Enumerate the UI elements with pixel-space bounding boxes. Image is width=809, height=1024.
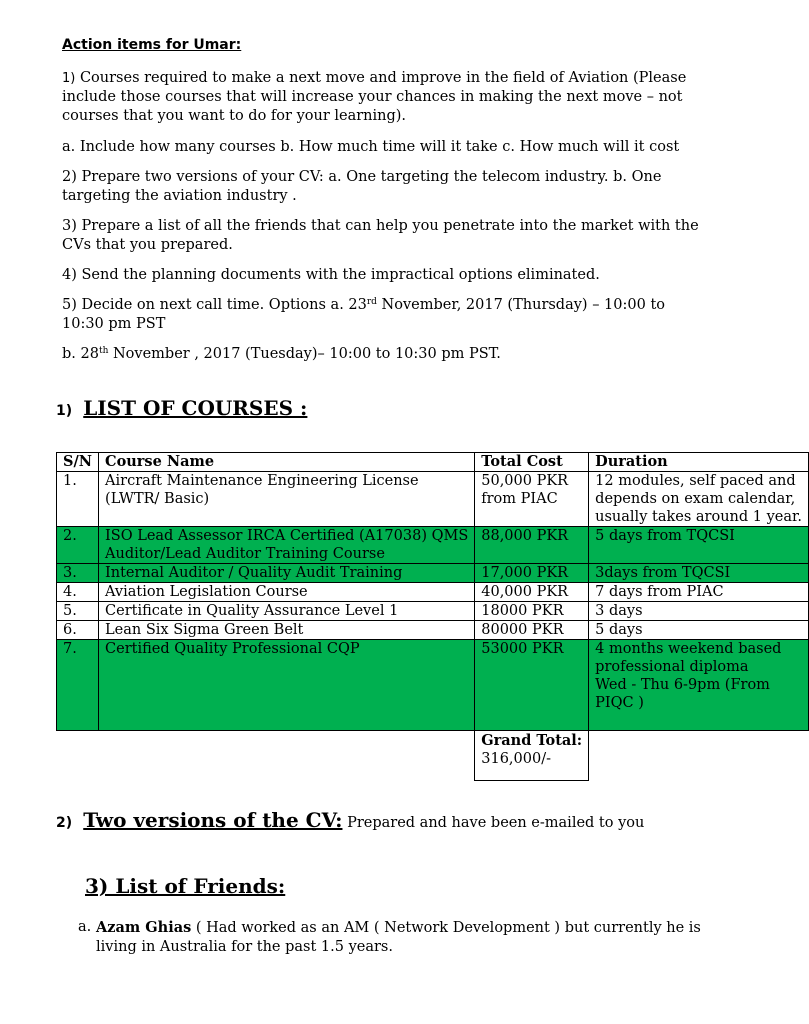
cell-total-cost xyxy=(475,583,589,602)
cell-total-cost-line: 50,000 PKR xyxy=(481,473,569,489)
cell-course-name-line: Certified Quality Professional CQP xyxy=(105,641,360,657)
cell-course-name xyxy=(99,472,475,527)
cell-total-cost xyxy=(475,527,589,564)
item-1-number: 1) xyxy=(62,71,76,86)
cell-total-cost-line: 40,000 PKR xyxy=(481,584,569,600)
courses-table xyxy=(56,452,809,781)
cell-total-cost-line: 18000 PKR xyxy=(481,603,564,619)
cell-duration-line: 7 days from PIAC xyxy=(595,584,724,600)
cell-course-name xyxy=(99,583,475,602)
cell-duration-line: professional diploma xyxy=(595,659,749,675)
cell-duration-line: 3days from TQCSI xyxy=(595,565,731,581)
table-row xyxy=(57,472,809,527)
empty-cell xyxy=(589,731,809,781)
cell-course-name-line: Lean Six Sigma Green Belt xyxy=(105,622,304,638)
section-1-number: 1) xyxy=(56,403,73,419)
cell-total-cost xyxy=(475,602,589,621)
cell-sn: 7. xyxy=(57,640,99,731)
item-1-line2: include those courses that will increase your chances in making the next move – not xyxy=(62,89,683,105)
action-items-title: Action items for Umar: xyxy=(62,37,242,53)
table-row xyxy=(57,602,809,621)
cell-total-cost-line: 80000 PKR xyxy=(481,622,564,638)
cell-duration xyxy=(589,621,809,640)
cell-duration xyxy=(589,472,809,527)
section-3-heading: 3) List of Friends: xyxy=(85,874,286,898)
cell-total-cost-line: 53000 PKR xyxy=(481,641,564,657)
item-5-sup: rd xyxy=(366,297,377,307)
cell-course-name xyxy=(99,527,475,564)
friend-marker: a. xyxy=(78,919,92,935)
header-duration: Duration xyxy=(589,453,809,472)
cell-sn: 1. xyxy=(57,472,99,527)
grand-total-cell xyxy=(475,731,589,781)
grand-total-row xyxy=(57,731,809,781)
item-1-line3: courses that you want to do for your learning). xyxy=(62,108,407,124)
header-course-name: Course Name xyxy=(99,453,475,472)
cell-sn: 6. xyxy=(57,621,99,640)
cell-total-cost-line: 17,000 PKR xyxy=(481,565,569,581)
cell-course-name-line: Auditor/Lead Auditor Training Course xyxy=(105,546,385,562)
cell-duration xyxy=(589,527,809,564)
cell-duration xyxy=(589,564,809,583)
cell-course-name-line: Aviation Legislation Course xyxy=(105,584,308,600)
item-4: 4) Send the planning documents with the impractical options eliminated. xyxy=(62,267,600,283)
friend-item xyxy=(78,918,758,957)
section-2-heading xyxy=(56,808,644,832)
cell-sn: 5. xyxy=(57,602,99,621)
cell-total-cost xyxy=(475,472,589,527)
section-1-heading xyxy=(56,396,307,420)
item-2 xyxy=(62,168,661,206)
cell-total-cost xyxy=(475,640,589,731)
cell-total-cost-line: 88,000 PKR xyxy=(481,528,569,544)
item-3-line2: CVs that you prepared. xyxy=(62,237,233,253)
cell-duration-line: 5 days xyxy=(595,622,643,638)
item-2-line1: 2) Prepare two versions of your CV: a. One targeting the telecom industry. b. One xyxy=(62,169,662,185)
item-5b-sup: th xyxy=(98,346,109,356)
cell-total-cost-line: from PIAC xyxy=(481,491,558,507)
cell-duration xyxy=(589,583,809,602)
table-row xyxy=(57,621,809,640)
item-5b xyxy=(62,345,501,364)
grand-total-label: Grand Total: xyxy=(481,732,583,749)
cell-duration-line: 3 days xyxy=(595,603,643,619)
cell-course-name-line: (LWTR/ Basic) xyxy=(105,491,210,507)
cell-course-name-line: Internal Auditor / Quality Audit Training xyxy=(105,565,403,581)
friend-desc-line2: living in Australia for the past 1.5 years. xyxy=(96,939,393,955)
cell-duration-line: depends on exam calendar, xyxy=(595,491,796,507)
friend-list xyxy=(78,918,758,957)
cell-course-name xyxy=(99,621,475,640)
cell-duration-line: 5 days from TQCSI xyxy=(595,528,735,544)
item-5-post: November, 2017 (Thursday) – 10:00 to xyxy=(376,297,666,313)
cell-duration-line: PIQC ) xyxy=(595,695,644,711)
grand-total-value: 316,000/- xyxy=(481,751,551,767)
cell-duration-line: usually takes around 1 year. xyxy=(595,509,802,525)
section-2-title: Two versions of the CV: xyxy=(83,808,343,832)
header-total-cost: Total Cost xyxy=(475,453,589,472)
cell-course-name xyxy=(99,602,475,621)
cell-duration-line: Wed - Thu 6-9pm (From xyxy=(595,677,770,693)
cell-total-cost xyxy=(475,621,589,640)
cell-course-name-line: Certificate in Quality Assurance Level 1 xyxy=(105,603,399,619)
cell-course-name xyxy=(99,564,475,583)
section-1-title: LIST OF COURSES : xyxy=(83,396,308,420)
item-5b-pre: b. 28 xyxy=(62,346,99,362)
cell-course-name-line: ISO Lead Assessor IRCA Certified (A17038) QMS xyxy=(105,528,469,544)
friend-name: Azam Ghias xyxy=(96,919,192,936)
empty-cell xyxy=(57,731,99,781)
table-row xyxy=(57,527,809,564)
cell-total-cost xyxy=(475,564,589,583)
item-2-line2: targeting the aviation industry . xyxy=(62,188,297,204)
item-5b-post: November , 2017 (Tuesday)– 10:00 to 10:30 pm PST. xyxy=(108,346,501,362)
item-1-text: Courses required to make a next move and improve in the field of Aviation (Please xyxy=(75,70,687,86)
table-row xyxy=(57,640,809,731)
cell-duration xyxy=(589,602,809,621)
item-5-line2: 10:30 pm PST xyxy=(62,316,166,332)
table-row xyxy=(57,583,809,602)
section-2-text: Prepared and have been e-mailed to you xyxy=(342,815,645,831)
item-3-line1: 3) Prepare a list of all the friends that can help you penetrate into the market with the xyxy=(62,218,699,234)
section-2-number: 2) xyxy=(56,815,73,831)
cell-course-name xyxy=(99,640,475,731)
cell-duration xyxy=(589,640,809,731)
cell-sn: 2. xyxy=(57,527,99,564)
table-header-row xyxy=(57,453,809,472)
item-5-pre: 5) Decide on next call time. Options a. 23 xyxy=(62,297,367,313)
cell-sn: 3. xyxy=(57,564,99,583)
item-5 xyxy=(62,296,665,334)
cell-sn: 4. xyxy=(57,583,99,602)
table-row xyxy=(57,564,809,583)
item-1a: a. Include how many courses b. How much time will it take c. How much will it cost xyxy=(62,139,680,155)
cell-duration-line: 12 modules, self paced and xyxy=(595,473,796,489)
cell-duration-line: 4 months weekend based xyxy=(595,641,782,657)
item-3 xyxy=(62,217,699,255)
cell-course-name-line: Aircraft Maintenance Engineering License xyxy=(105,473,419,489)
item-1 xyxy=(62,69,752,126)
header-sn: S/N xyxy=(57,453,99,472)
friend-desc-line1: ( Had worked as an AM ( Network Development ) but currently he is xyxy=(191,920,701,936)
empty-cell xyxy=(99,731,475,781)
